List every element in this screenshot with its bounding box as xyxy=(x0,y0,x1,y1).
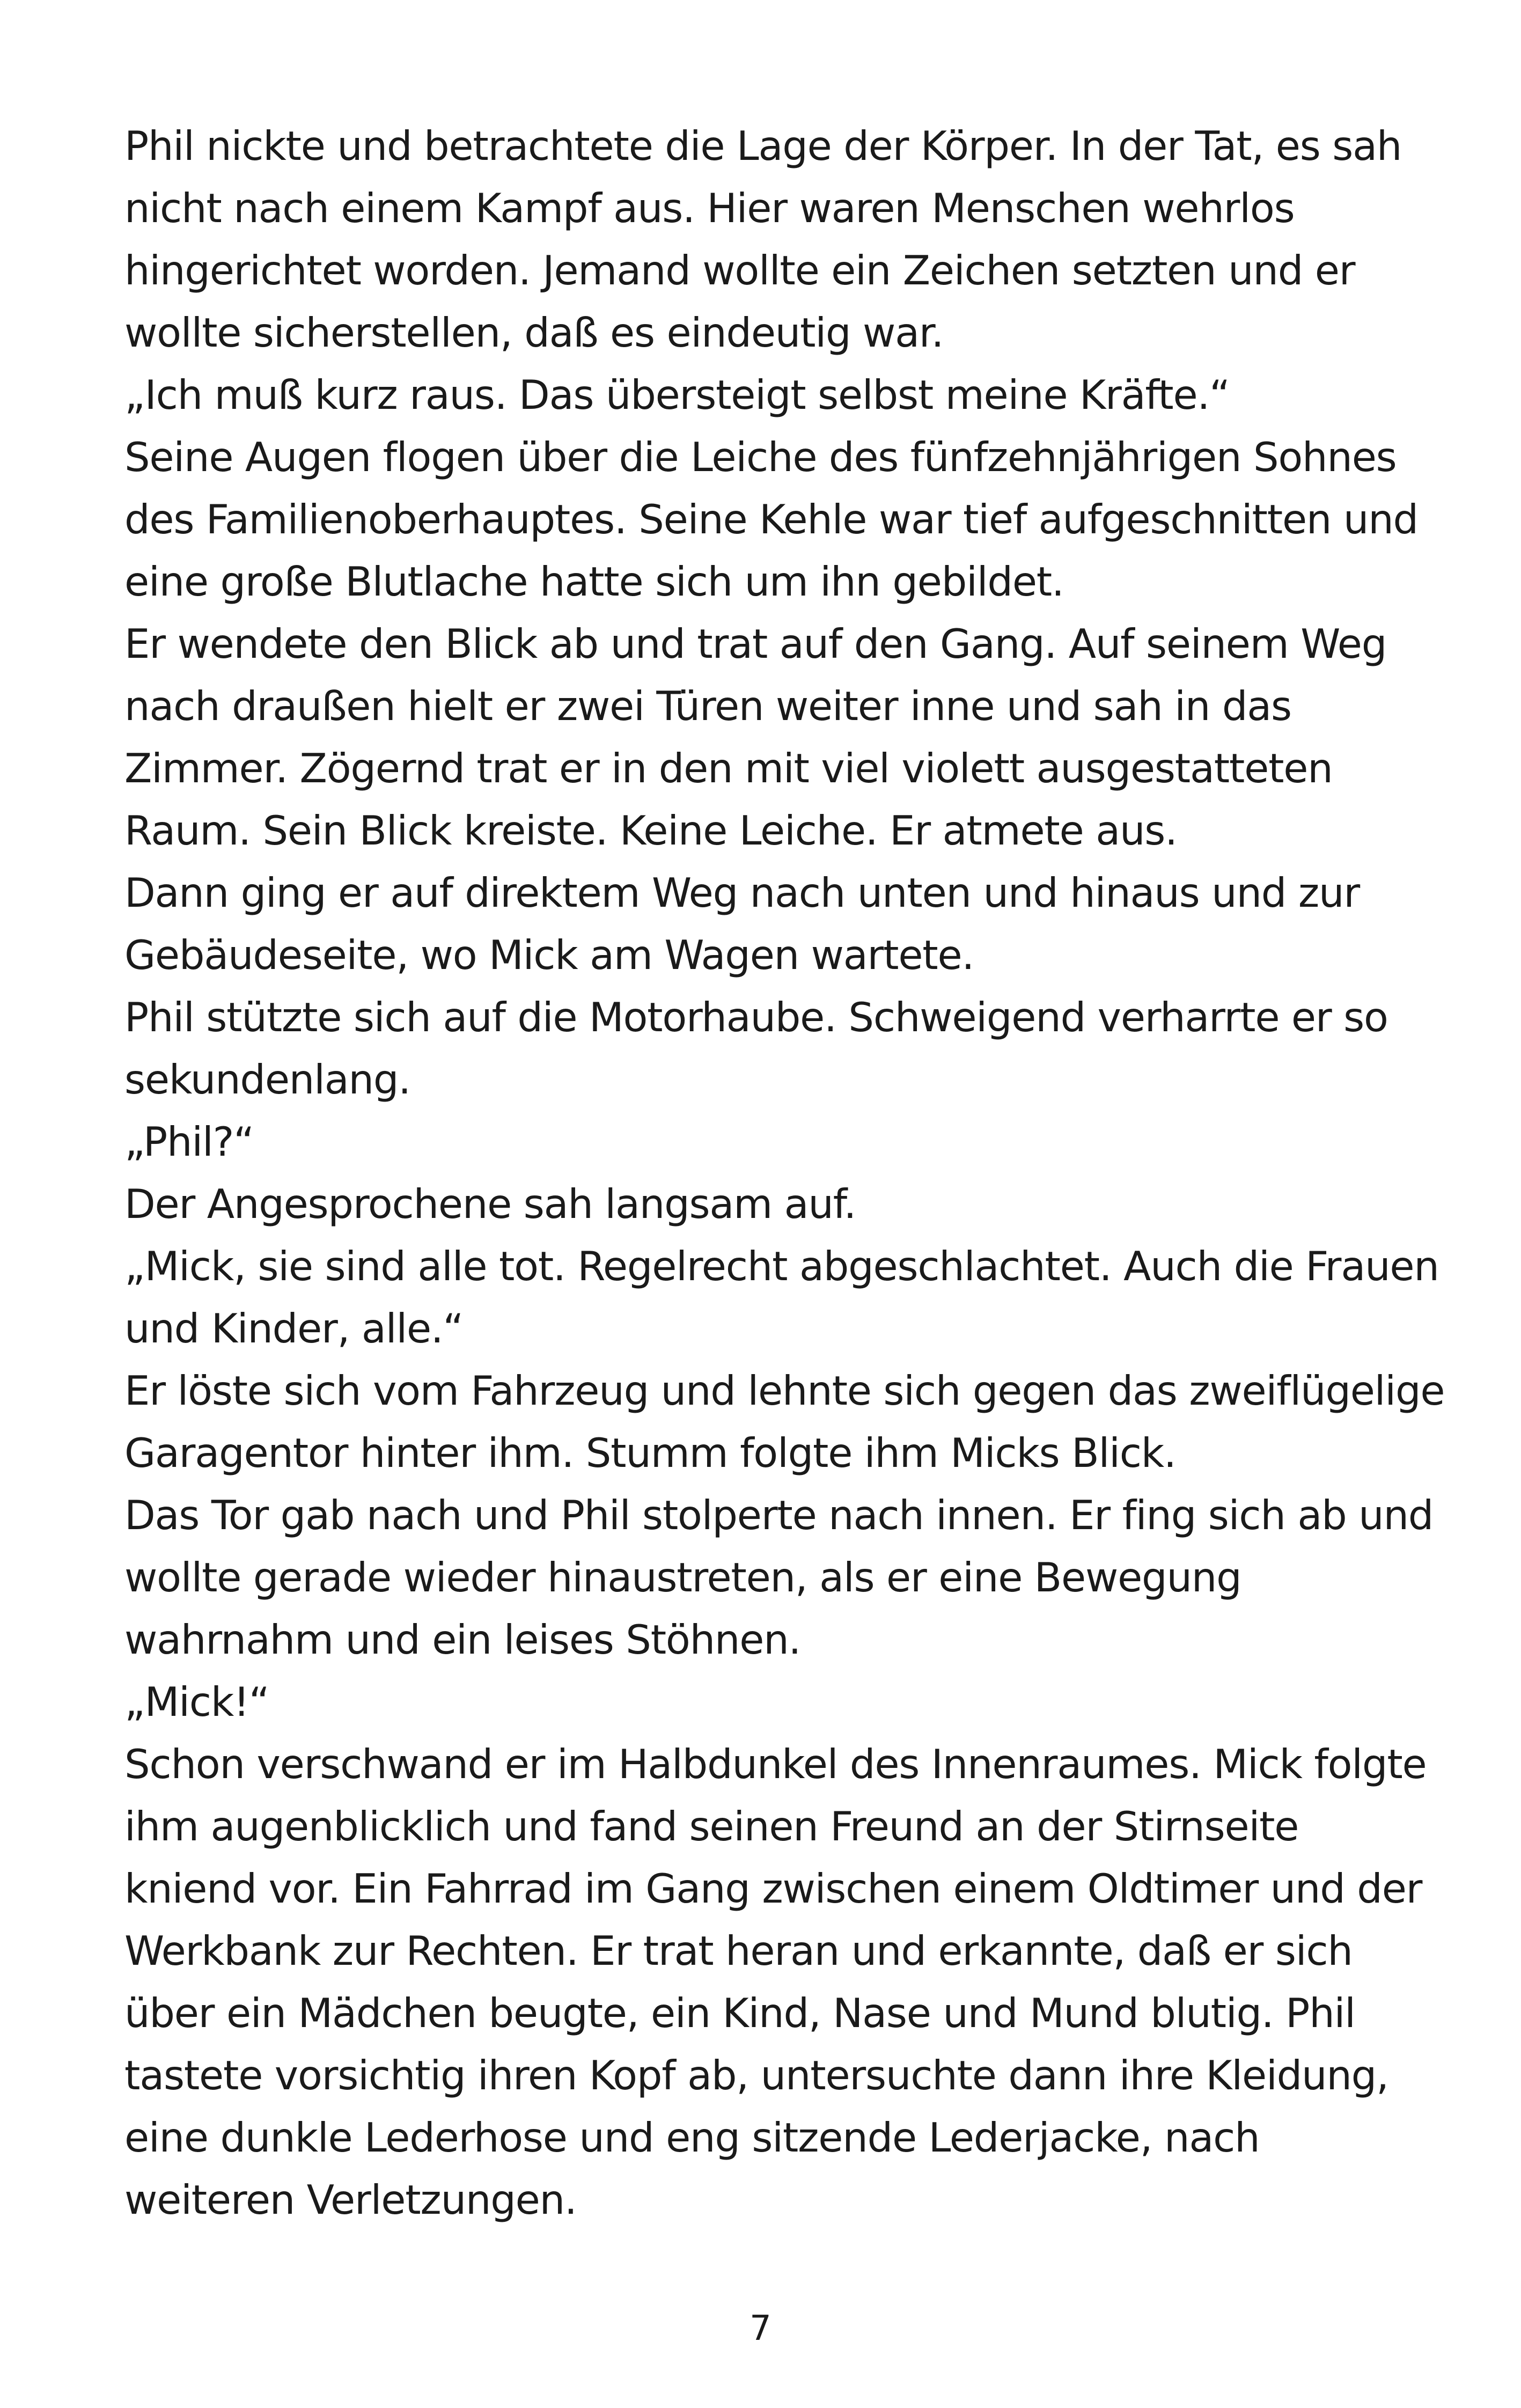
text-line: nach draußen hielt er zwei Türen weiter inne und sah in das xyxy=(124,682,1291,730)
page-number: 7 xyxy=(750,2309,771,2348)
text-line: nicht nach einem Kampf aus. Hier waren Menschen wehrlos xyxy=(124,185,1295,232)
body-text xyxy=(124,115,1445,2231)
text-line: wollte sicherstellen, daß es eindeutig war. xyxy=(124,309,944,356)
text-line: tastete vorsichtig ihren Kopf ab, untersuchte dann ihre Kleidung, xyxy=(124,2052,1388,2099)
text-line: Phil nickte und betrachtete die Lage der Körper. In der Tat, es sah xyxy=(124,122,1402,170)
text-line: „Mick!“ xyxy=(124,1678,269,1726)
text-line: Er löste sich vom Fahrzeug und lehnte sich gegen das zweiflügelige xyxy=(124,1367,1445,1414)
text-line: Der Angesprochene sah langsam auf. xyxy=(124,1180,856,1228)
text-line: Werkbank zur Rechten. Er trat heran und erkannte, daß er sich xyxy=(124,1927,1353,1974)
text-line: kniend vor. Ein Fahrrad im Gang zwischen einem Oldtimer und der xyxy=(124,1865,1422,1912)
text-line: sekundenlang. xyxy=(124,1056,410,1103)
text-line: Gebäudeseite, wo Mick am Wagen wartete. xyxy=(124,931,974,979)
text-line: „Phil?“ xyxy=(124,1118,254,1165)
text-line: eine dunkle Lederhose und eng sitzende Lederjacke, nach xyxy=(124,2114,1260,2161)
text-line: ihm augenblicklich und fand seinen Freund an der Stirnseite xyxy=(124,1803,1299,1850)
text-line: hingerichtet worden. Jemand wollte ein Zeichen setzten und er xyxy=(124,247,1355,294)
text-line: eine große Blutlache hatte sich um ihn gebildet. xyxy=(124,558,1064,605)
text-line: über ein Mädchen beugte, ein Kind, Nase und Mund blutig. Phil xyxy=(124,1989,1355,2037)
text-line: weiteren Verletzungen. xyxy=(124,2176,577,2223)
text-line: Zimmer. Zögernd trat er in den mit viel violett ausgestatteten xyxy=(124,745,1333,792)
text-line: des Familienoberhauptes. Seine Kehle war tief aufgeschnitten und xyxy=(124,496,1418,543)
text-line: wollte gerade wieder hinaustreten, als er eine Bewegung xyxy=(124,1554,1241,1601)
text-line: Phil stützte sich auf die Motorhaube. Schweigend verharrte er so xyxy=(124,994,1388,1041)
text-line: Das Tor gab nach und Phil stolperte nach innen. Er fing sich ab und xyxy=(124,1492,1434,1539)
text-line: und Kinder, alle.“ xyxy=(124,1305,464,1352)
text-line: Schon verschwand er im Halbdunkel des Innenraumes. Mick folgte xyxy=(124,1741,1427,1788)
text-line: „Mick, sie sind alle tot. Regelrecht abgeschlachtet. Auch die Frauen xyxy=(124,1243,1439,1290)
text-line: „Ich muß kurz raus. Das übersteigt selbst meine Kräfte.“ xyxy=(124,371,1230,419)
text-line: Seine Augen flogen über die Leiche des fünfzehnjährigen Sohnes xyxy=(124,434,1397,481)
text-line: Garagentor hinter ihm. Stumm folgte ihm Micks Blick. xyxy=(124,1429,1176,1477)
text-line: wahrnahm und ein leises Stöhnen. xyxy=(124,1616,801,1663)
text-line: Raum. Sein Blick kreiste. Keine Leiche. Er atmete aus. xyxy=(124,807,1177,854)
text-line: Er wendete den Blick ab und trat auf den Gang. Auf seinem Weg xyxy=(124,620,1387,667)
text-line: Dann ging er auf direktem Weg nach unten und hinaus und zur xyxy=(124,869,1360,916)
